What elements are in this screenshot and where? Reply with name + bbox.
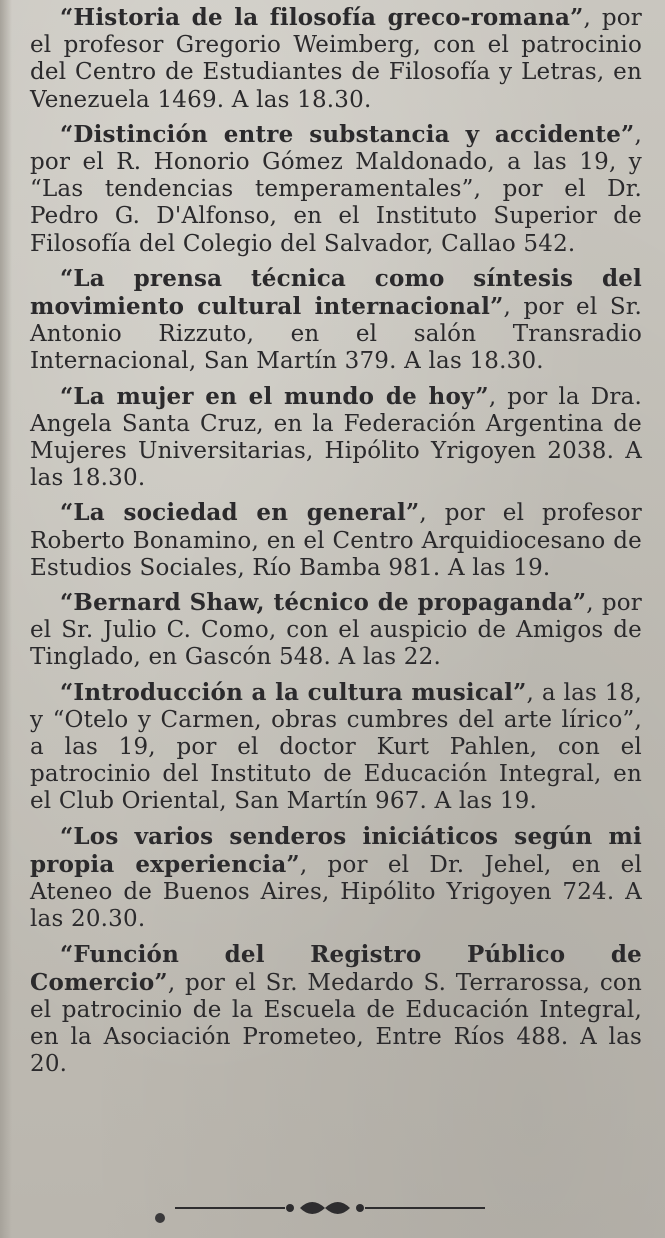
page-left-edge xyxy=(0,0,12,1238)
lecture-details: , por la Dra. Angela Santa Cruz, en la Federación Argentina de Mujeres Universitarias, Hipólito Yrigoyen 2038. A las 18.30. xyxy=(30,383,642,492)
lecture-title: “La prensa técnica como síntesis del movimiento cultural internacional” xyxy=(30,264,642,321)
lecture-entry xyxy=(30,4,642,114)
lecture-entry xyxy=(30,823,642,934)
lecture-entry xyxy=(30,121,642,258)
lecture-entry xyxy=(30,499,642,582)
lecture-entry xyxy=(30,679,642,816)
lecture-details: , por el Sr. Medardo S. Terrarossa, con el patrocinio de la Escuela de Educación Integral, en la Asociación Prometeo, Entre Ríos 488. A las 20. xyxy=(30,969,642,1078)
lecture-details: , por el profesor Roberto Bonamino, en el Centro Arquidiocesano de Estudios Sociales, Río Bamba 981. A las 19. xyxy=(30,500,642,581)
lecture-title: “Distinción entre substancia y accidente” xyxy=(60,120,635,148)
lecture-entry xyxy=(30,941,642,1079)
lecture-details: , por el Dr. Jehel, en el Ateneo de Buenos Aires, Hipólito Yrigoyen 724. A las 20.30. xyxy=(30,851,643,933)
ornamental-rule-icon xyxy=(155,1188,495,1228)
lecture-title: “Bernard Shaw, técnico de propaganda” xyxy=(60,589,587,617)
lecture-entry xyxy=(30,383,642,493)
lecture-details: , por el profesor Gregorio Weimberg, con el patrocinio del Centro de Estudiantes de Filosofía y Letras, en Venezuela 1469. A las 18.30. xyxy=(30,5,642,113)
lecture-title: “Introducción a la cultura musical” xyxy=(60,678,527,706)
lecture-details: , a las 18, y “Otelo y Carmen, obras cumbres del arte lírico”, a las 19, por el doctor Kurt Pahlen, con el patrocinio del Instituto de Educación Integral, en el Club Oriental, San Martín 967. A las 19. xyxy=(30,679,642,815)
lecture-title: “Historia de la filosofía greco-romana” xyxy=(60,4,584,31)
lecture-title: “La sociedad en general” xyxy=(60,499,420,527)
lecture-details: , por el Sr. Julio C. Como, con el auspicio de Amigos de Tinglado, en Gascón 548. A las 22. xyxy=(30,590,642,671)
lecture-entry xyxy=(30,265,642,376)
lecture-title: “La mujer en el mundo de hoy” xyxy=(60,382,489,410)
lecture-title: “Función del Registro Público de Comercio” xyxy=(30,940,642,996)
lecture-entry xyxy=(30,589,642,672)
lecture-listing-column xyxy=(30,4,642,1086)
lecture-title: “Los varios senderos iniciáticos según mi propia experiencia” xyxy=(30,822,642,878)
lecture-details: , por el R. Honorio Gómez Maldonado, a las 19, y “Las tendencias temperamentales”, por el Dr. Pedro G. D'Alfonso, en el Instituto Superior de Filosofía del Colegio del Salvador, Callao 542. xyxy=(30,121,642,257)
lecture-details: , por el Sr. Antonio Rizzuto, en el salón Transradio Internacional, San Martín 379. A las 18.30. xyxy=(30,294,642,375)
